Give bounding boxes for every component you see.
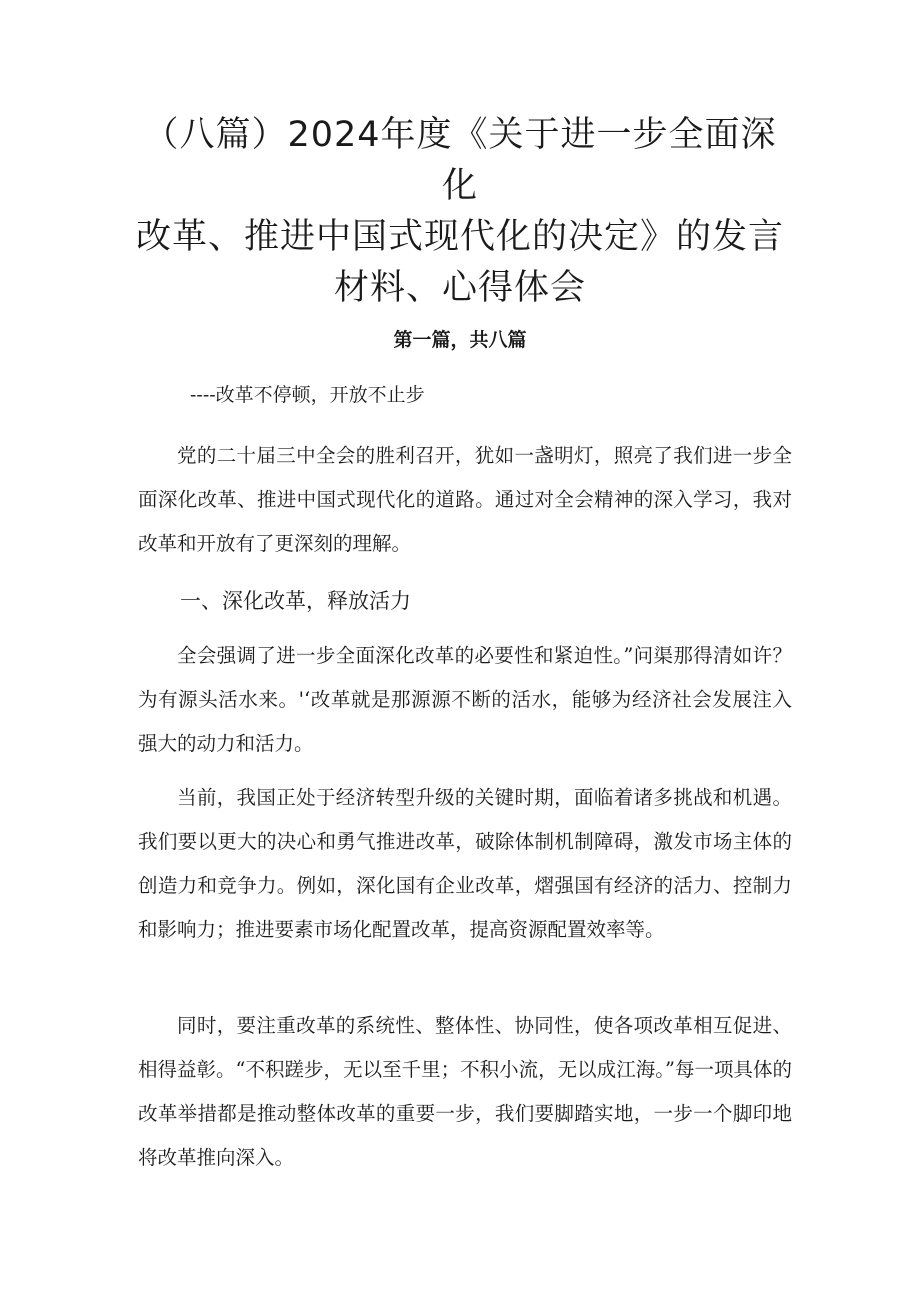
paragraph-necessity: 全会强调了进一步全面深化改革的必要性和紧迫性。”问渠那得清如许？为有源头活水来。'‘改革就是那源源不断的活水，能够为经济社会发展注入强大的动力和活力。 — [138, 644, 792, 755]
paragraph-intro: 党的二十届三中全会的胜利召开，犹如一盏明灯，照亮了我们进一步全面深化改革、推进中国式现代化的道路。通过对全会精神的深入学习，我对改革和开放有了更深刻的理解。 — [138, 444, 792, 555]
article-motto: ----改革不停顿，开放不止步 — [190, 384, 425, 406]
title-line-2: 改革、推进中国式现代化的决定》的发言 — [135, 217, 784, 257]
paragraph-current-situation: 当前，我国正处于经济转型升级的关键时期，面临着诸多挑战和机遇。我们要以更大的决心和勇气推进改革，破除体制机制障碍，激发市场主体的创造力和竞争力。例如，深化国有企业改革，熠强国有经济的活力、控制力和影响力；推进要素市场化配置改革，提高资源配置效率等。 — [138, 786, 792, 941]
title-line-1: （八篇）2024年度《关于进一步全面深化 — [143, 115, 777, 206]
section-heading: 一、深化改革，释放活力 — [180, 589, 411, 613]
article-subtitle: 第一篇，共八篇 — [393, 329, 527, 351]
document-title — [130, 110, 790, 314]
paragraph-systematic-reform: 同时，要注重改革的系统性、整体性、协同性，使各项改革相互促进、相得益彰。“不积蹉步，无以至千里；不积小流，无以成江海。”每一项具体的改革举措都是推动整体改革的重要一步，我们要脚踏实地，一步一个脚印地将改革推向深入。 — [138, 1014, 792, 1169]
title-line-3: 材料、心得体会 — [333, 268, 586, 308]
